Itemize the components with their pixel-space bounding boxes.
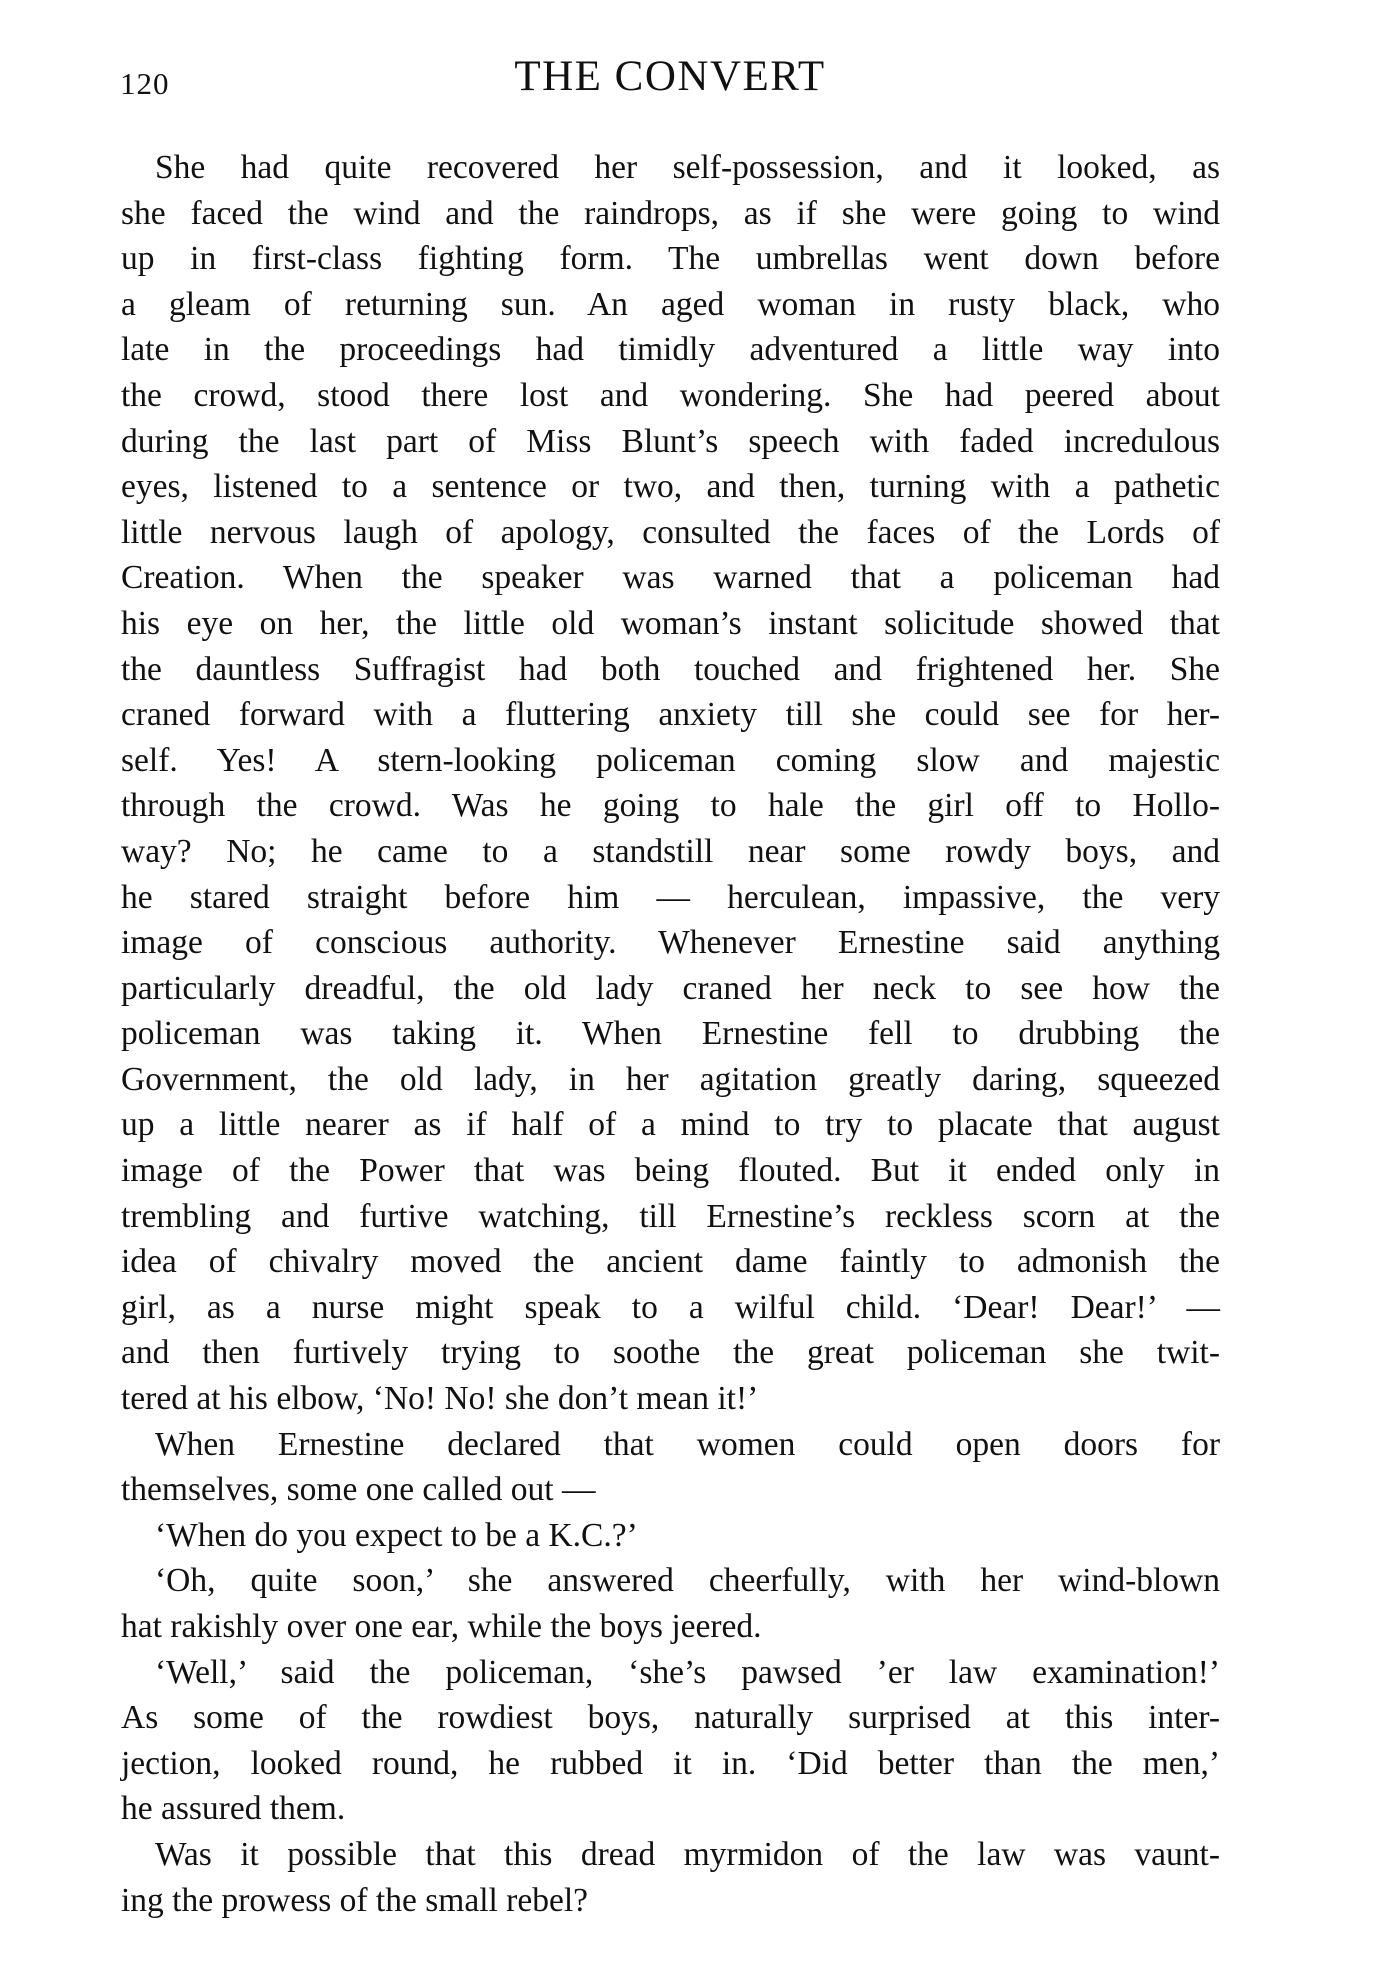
text-line: during the last part of Miss Blunt’s speech with faded incredulous bbox=[121, 422, 1220, 460]
text-line: and then furtively trying to soothe the great policeman she twit- bbox=[121, 1334, 1220, 1372]
text-line: hat rakishly over one ear, while the boys jeered. bbox=[121, 1608, 762, 1645]
paragraph bbox=[121, 1422, 1220, 1513]
text-line: Government, the old lady, in her agitation greatly daring, squeezed bbox=[121, 1060, 1220, 1098]
text-line: girl, as a nurse might speak to a wilful child. ‘Dear! Dear!’ — bbox=[121, 1288, 1220, 1326]
body-text bbox=[121, 145, 1220, 1923]
text-line: through the crowd. Was he going to hale the girl off to Hollo- bbox=[121, 787, 1220, 825]
text-line: themselves, some one called out — bbox=[121, 1471, 596, 1509]
paragraph bbox=[121, 1558, 1220, 1649]
text-line: trembling and furtive watching, till Ernestine’s reckless scorn at the bbox=[121, 1197, 1220, 1235]
text-line: As some of the rowdiest boys, naturally surprised at this inter- bbox=[121, 1699, 1220, 1737]
text-line: his eye on her, the little old woman’s instant solicitude showed that bbox=[121, 604, 1220, 642]
text-line: idea of chivalry moved the ancient dame faintly to admonish the bbox=[121, 1243, 1220, 1281]
paragraph bbox=[121, 1513, 1220, 1559]
running-head: THE CONVERT bbox=[514, 53, 826, 100]
text-line: policeman was taking it. When Ernestine fell to drubbing the bbox=[121, 1015, 1220, 1053]
text-line: particularly dreadful, the old lady craned her neck to see how the bbox=[121, 969, 1220, 1007]
text-line: way? No; he came to a standstill near some rowdy boys, and bbox=[121, 832, 1220, 870]
text-line: the crowd, stood there lost and wondering. She had peered about bbox=[121, 376, 1220, 414]
text-line: little nervous laugh of apology, consulted the faces of the Lords of bbox=[121, 513, 1220, 551]
text-line: When Ernestine declared that women could open doors for bbox=[155, 1425, 1220, 1463]
text-line: self. Yes! A stern-looking policeman coming slow and majestic bbox=[121, 741, 1220, 779]
text-line: image of conscious authority. Whenever Ernestine said anything bbox=[121, 924, 1220, 962]
text-line: ‘Well,’ said the policeman, ‘she’s pawsed ’er law examination!’ bbox=[155, 1653, 1220, 1691]
text-line: craned forward with a fluttering anxiety till she could see for her- bbox=[121, 696, 1220, 734]
text-line: image of the Power that was being flouted. But it ended only in bbox=[121, 1152, 1220, 1190]
text-line: late in the proceedings had timidly adventured a little way into bbox=[121, 331, 1220, 369]
text-line: she faced the wind and the raindrops, as if she were going to wind bbox=[121, 194, 1220, 232]
text-line: up in first-class fighting form. The umbrellas went down before bbox=[121, 240, 1220, 278]
text-line: he stared straight before him — herculean, impassive, the very bbox=[121, 878, 1220, 916]
text-line: up a little nearer as if half of a mind to try to placate that august bbox=[121, 1106, 1220, 1144]
page-header bbox=[120, 52, 1220, 102]
paragraph bbox=[121, 1650, 1220, 1832]
text-line: a gleam of returning sun. An aged woman in rusty black, who bbox=[121, 285, 1220, 323]
text-line: he assured them. bbox=[121, 1790, 346, 1828]
text-line: the dauntless Suffragist had both touched and frightened her. She bbox=[121, 650, 1220, 688]
text-line: ‘Oh, quite soon,’ she answered cheerfully, with her wind-blown bbox=[155, 1562, 1220, 1600]
page-number: 120 bbox=[120, 66, 170, 101]
text-line: Creation. When the speaker was warned that a policeman had bbox=[121, 559, 1220, 597]
text-line: tered at his elbow, ‘No! No! she don’t mean it!’ bbox=[121, 1380, 759, 1418]
text-line: ing the prowess of the small rebel? bbox=[121, 1881, 589, 1919]
paragraph bbox=[121, 145, 1220, 1422]
text-line: Was it possible that this dread myrmidon of the law was vaunt- bbox=[155, 1835, 1220, 1873]
text-line: She had quite recovered her self-possession, and it looked, as bbox=[155, 149, 1220, 186]
text-line: jection, looked round, he rubbed it in. ‘Did better than the men,’ bbox=[121, 1744, 1220, 1782]
paragraph bbox=[121, 1832, 1220, 1923]
text-line: ‘When do you expect to be a K.C.?’ bbox=[155, 1516, 638, 1554]
text-line: eyes, listened to a sentence or two, and then, turning with a pathetic bbox=[121, 468, 1220, 506]
